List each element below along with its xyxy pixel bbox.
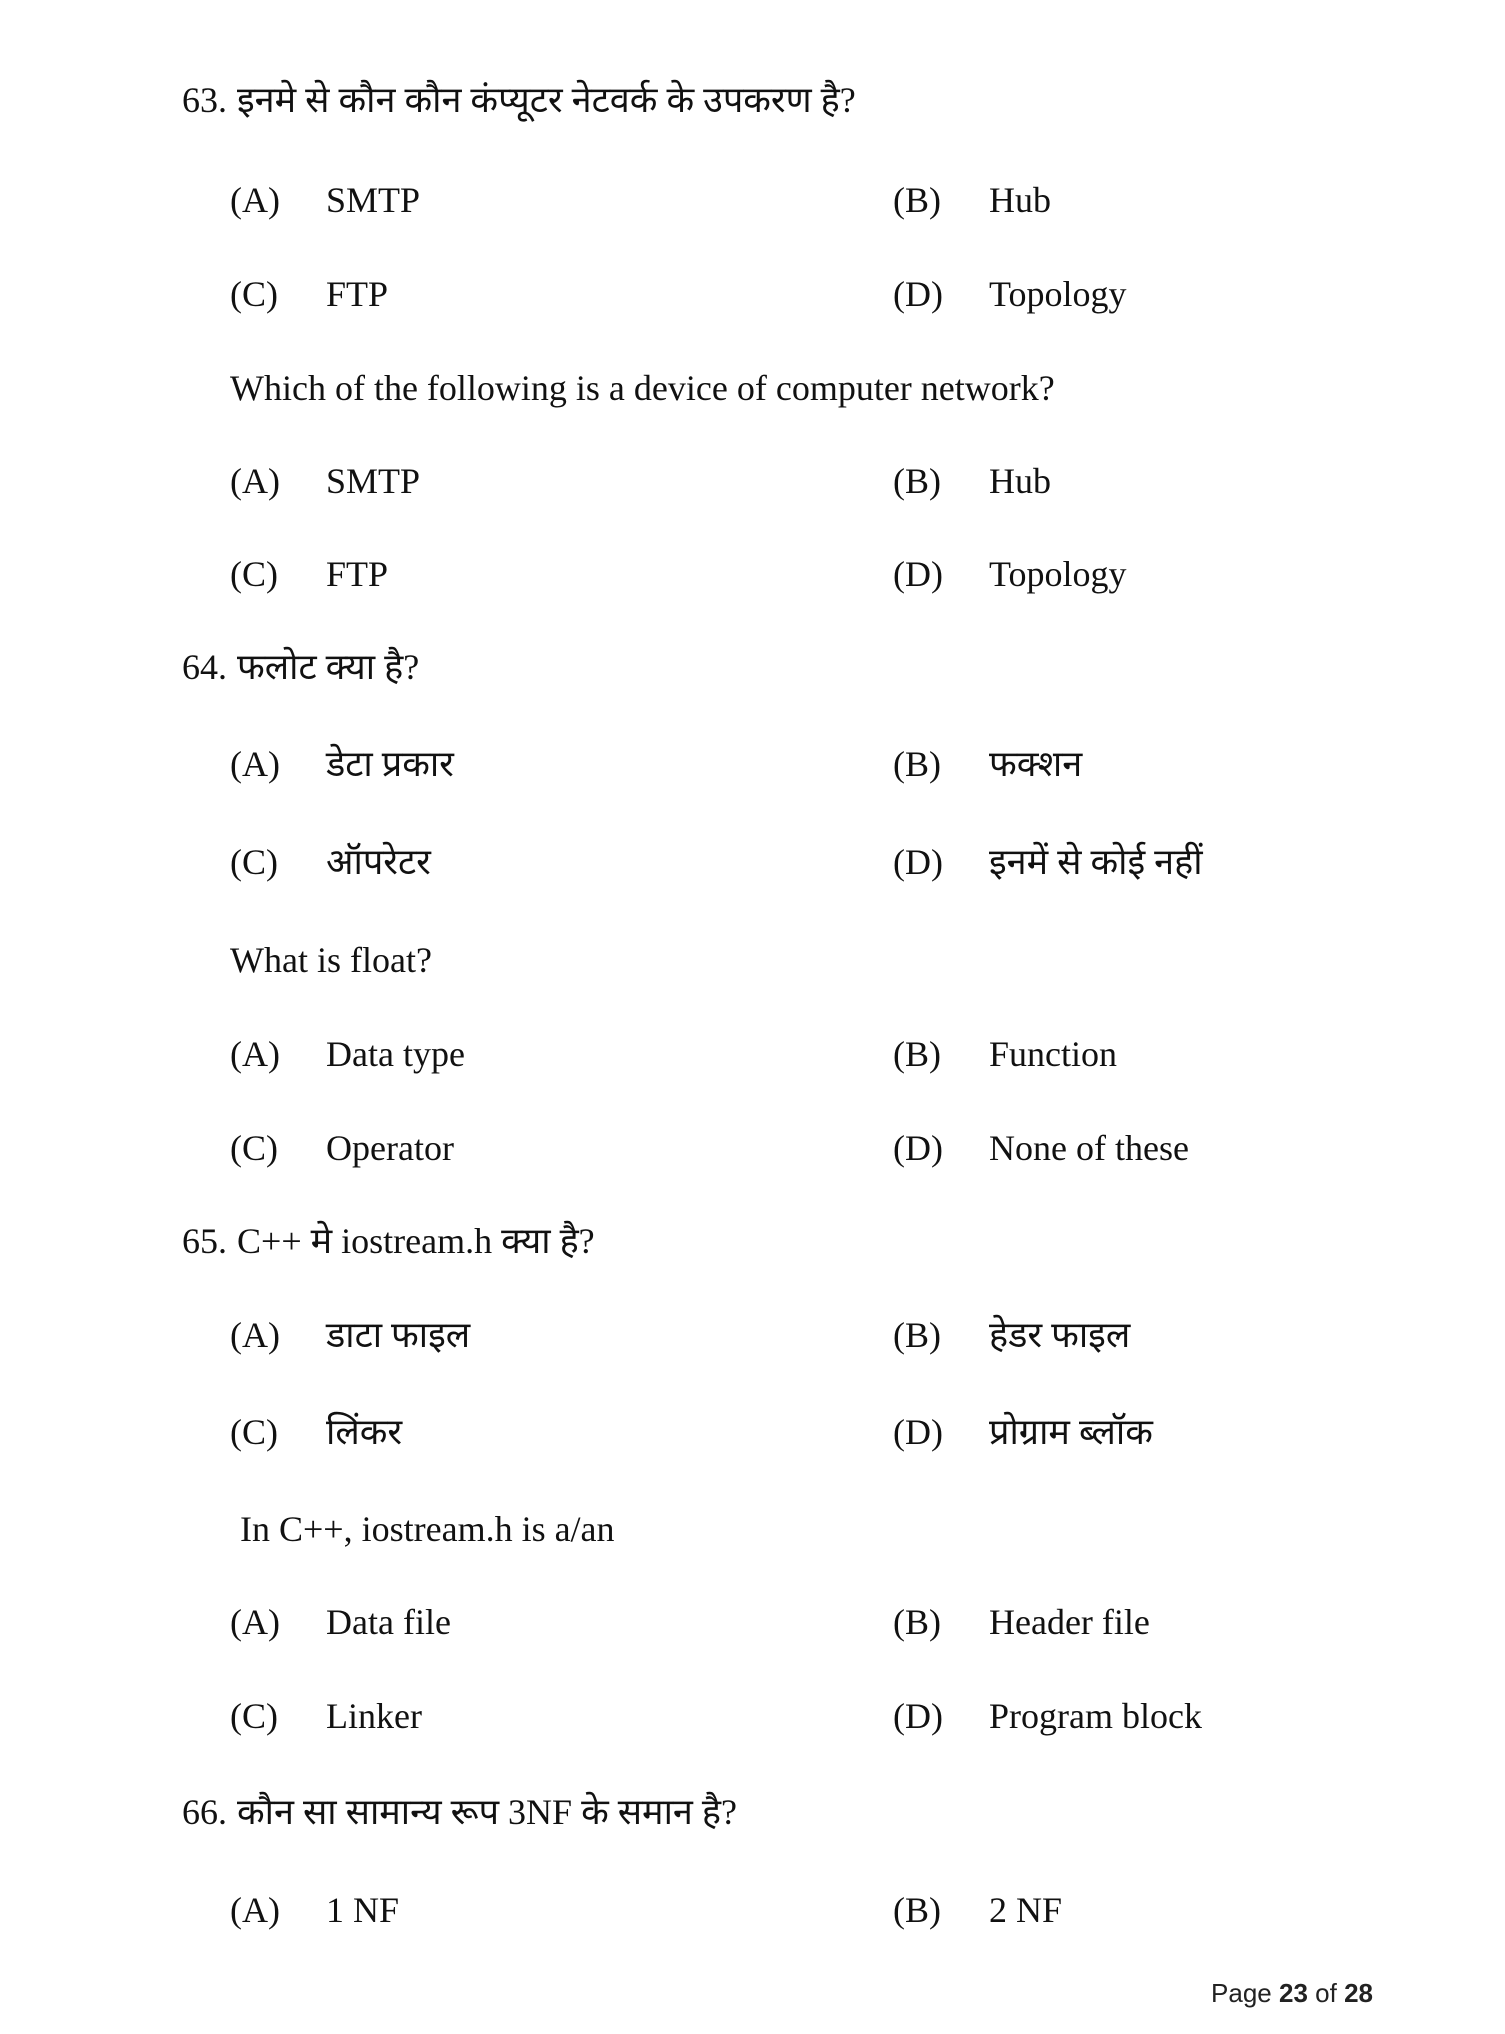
option-a: (A) Data file [230,1602,451,1642]
question-63-english: Which of the following is a device of computer network? [230,368,1055,408]
option-d: (D) Topology [893,274,1127,314]
question-number: 65. [182,1221,227,1261]
question-text: फलोट क्या है? [237,647,420,687]
option-d: (D) Program block [893,1696,1202,1736]
question-64-english: What is float? [230,940,432,980]
option-b: (B) Hub [893,180,1051,220]
page-number: Page 23 of 28 [1211,1978,1373,2008]
option-b: (B) फक्शन [893,744,1083,784]
question-number: 64. [182,647,227,687]
option-b: (B) 2 NF [893,1890,1063,1930]
question-text: कौन सा सामान्य रूप 3NF के समान है? [237,1792,737,1832]
option-c: (C) FTP [230,554,389,594]
question-65-english: In C++, iostream.h is a/an [240,1509,615,1549]
question-64-hindi [182,645,419,689]
question-number: 66. [182,1792,227,1832]
question-number: 63. [182,80,227,120]
question-66-hindi [182,1790,737,1834]
option-c: (C) ऑपरेटर [230,842,431,882]
option-a: (A) डाटा फाइल [230,1315,471,1355]
option-a: (A) डेटा प्रकार [230,744,454,784]
question-text: C++ मे iostream.h क्या है? [237,1221,595,1261]
option-a: (A) SMTP [230,180,421,220]
option-c: (C) FTP [230,274,389,314]
option-c: (C) लिंकर [230,1412,403,1452]
option-d: (D) Topology [893,554,1127,594]
option-c: (C) Operator [230,1128,454,1168]
option-d: (D) प्रोग्राम ब्लॉक [893,1412,1153,1452]
question-63-hindi [182,78,856,122]
option-a: (A) 1 NF [230,1890,400,1930]
option-b: (B) Hub [893,461,1051,501]
option-d: (D) None of these [893,1128,1189,1168]
option-b: (B) Header file [893,1602,1150,1642]
question-text: इनमे से कौन कौन कंप्यूटर नेटवर्क के उपकरण है? [237,80,856,120]
option-d: (D) इनमें से कोई नहीं [893,842,1203,882]
question-65-hindi [182,1219,595,1263]
option-a: (A) SMTP [230,461,421,501]
option-b: (B) हेडर फाइल [893,1315,1131,1355]
option-c: (C) Linker [230,1696,422,1736]
option-b: (B) Function [893,1034,1118,1074]
option-a: (A) Data type [230,1034,465,1074]
